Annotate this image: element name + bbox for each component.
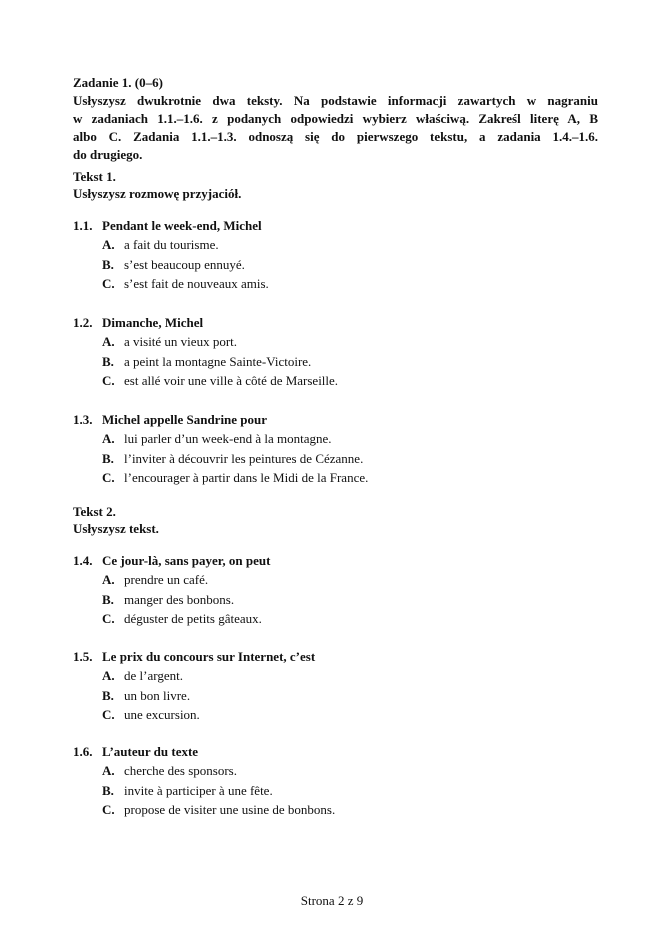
option-a[interactable]: [73, 666, 613, 686]
question-number: 1.5.: [73, 649, 93, 664]
question-number: 1.1.: [73, 218, 93, 233]
option-c[interactable]: [73, 705, 613, 725]
option-letter: B.: [102, 687, 114, 703]
option-text: s’est fait de nouveaux amis.: [124, 276, 269, 291]
option-text: un bon livre.: [124, 687, 191, 703]
question-text: Ce jour-là, sans payer, on peut: [102, 553, 271, 568]
option-a[interactable]: [73, 332, 613, 352]
option-text: de l’argent.: [124, 668, 183, 683]
option-letter: A.: [102, 334, 115, 349]
option-letter: B.: [102, 256, 114, 272]
option-letter: A.: [102, 431, 115, 446]
question-number: 1.2.: [73, 315, 93, 330]
option-text: s’est beaucoup ennuyé.: [124, 256, 245, 272]
option-b[interactable]: [73, 686, 613, 706]
option-b[interactable]: [73, 449, 613, 469]
question-text: Pendant le week-end, Michel: [102, 218, 262, 233]
option-c[interactable]: [73, 609, 613, 629]
option-c[interactable]: [73, 468, 613, 488]
option-letter: B.: [102, 353, 114, 369]
question-stem: [73, 216, 613, 235]
page-number: Strona 2 z 9: [300, 893, 364, 908]
option-text: a visité un vieux port.: [124, 334, 238, 349]
option-a[interactable]: [73, 761, 613, 781]
option-text: a fait du tourisme.: [124, 237, 219, 252]
option-text: a peint la montagne Sainte-Victoire.: [124, 353, 312, 369]
option-letter: C.: [102, 707, 115, 722]
option-text: manger des bonbons.: [124, 591, 235, 607]
option-c[interactable]: [73, 800, 613, 820]
instructions-line: w zadaniach 1.1.–1.6. z podanych odpowiedzi wybierz właściwą. Zakreśl literę A, B: [73, 111, 598, 126]
option-text: propose de visiter une usine de bonbons.: [124, 802, 336, 817]
option-text: lui parler d’un week-end à la montagne.: [124, 431, 332, 446]
option-c[interactable]: [73, 371, 613, 391]
option-a[interactable]: [73, 570, 613, 590]
option-letter: B.: [102, 591, 114, 607]
question-text: Dimanche, Michel: [102, 315, 204, 330]
option-letter: A.: [102, 572, 115, 587]
text1-subheading: Usłyszysz rozmowę przyjaciół.: [73, 186, 242, 201]
question-number: 1.6.: [73, 744, 93, 759]
option-letter: B.: [102, 450, 114, 466]
question-stem: [73, 742, 613, 761]
option-text: est allé voir une ville à côté de Marseille.: [124, 373, 339, 388]
option-b[interactable]: [73, 590, 613, 610]
question-stem: [73, 410, 613, 429]
task-title: Zadanie 1. (0–6): [73, 75, 163, 90]
question-1-2: [73, 313, 613, 391]
text2-heading: Tekst 2.: [73, 504, 116, 519]
option-letter: C.: [102, 276, 115, 291]
question-text: L’auteur du texte: [102, 744, 199, 759]
question-1-5: [73, 647, 613, 725]
instructions-line: do drugiego.: [73, 147, 143, 162]
option-letter: C.: [102, 470, 115, 485]
option-b[interactable]: [73, 352, 613, 372]
instructions-line: albo C. Zadania 1.1.–1.3. odnoszą się do pierwszego tekstu, a zadania 1.4.–1.6.: [73, 129, 598, 144]
option-text: une excursion.: [124, 707, 200, 722]
option-letter: B.: [102, 782, 114, 798]
option-letter: C.: [102, 373, 115, 388]
option-letter: C.: [102, 802, 115, 817]
option-text: invite à participer à une fête.: [124, 782, 273, 798]
question-stem: [73, 647, 613, 666]
option-a[interactable]: [73, 429, 613, 449]
text1-heading: Tekst 1.: [73, 169, 116, 184]
option-letter: C.: [102, 611, 115, 626]
option-b[interactable]: [73, 781, 613, 801]
task-instructions: [73, 92, 598, 164]
option-b[interactable]: [73, 255, 613, 275]
question-1-6: [73, 742, 613, 820]
text2-subheading: Usłyszysz tekst.: [73, 521, 159, 536]
option-letter: A.: [102, 668, 115, 683]
option-text: cherche des sponsors.: [124, 763, 237, 778]
option-text: déguster de petits gâteaux.: [124, 611, 262, 626]
question-text: Michel appelle Sandrine pour: [102, 412, 268, 427]
instructions-line: Usłyszysz dwukrotnie dwa teksty. Na podstawie informacji zawartych w nagraniu: [73, 93, 598, 108]
option-c[interactable]: [73, 274, 613, 294]
option-letter: A.: [102, 237, 115, 252]
question-text: Le prix du concours sur Internet, c’est: [102, 649, 316, 664]
option-text: prendre un café.: [124, 572, 209, 587]
option-letter: A.: [102, 763, 115, 778]
question-1-3: [73, 410, 613, 488]
question-1-1: [73, 216, 613, 294]
option-a[interactable]: [73, 235, 613, 255]
question-1-4: [73, 551, 613, 629]
question-number: 1.3.: [73, 412, 93, 427]
option-text: l’encourager à partir dans le Midi de la France.: [124, 470, 369, 485]
question-number: 1.4.: [73, 553, 93, 568]
option-text: l’inviter à découvrir les peintures de Cézanne.: [124, 450, 364, 466]
question-stem: [73, 551, 613, 570]
question-stem: [73, 313, 613, 332]
